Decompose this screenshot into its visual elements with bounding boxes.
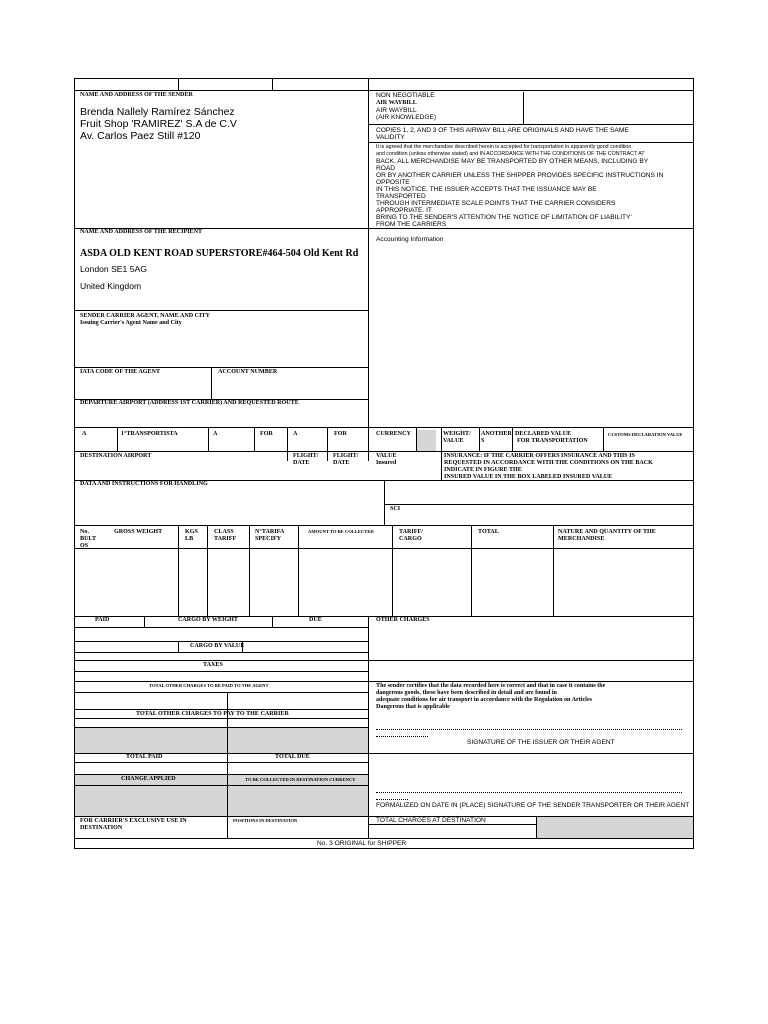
recipient-country: United Kingdom [80, 281, 142, 291]
total-charges-shade [536, 817, 693, 839]
rule [74, 785, 369, 786]
carrier-agent-header: SENDER CARRIER AGENT, NAME AND CITY [80, 313, 210, 319]
copies-notice-1: COPIES 1, 2, AND 3 OF THIS AIRWAY BILL ARE ORIGINALS AND HAVE THE SAME [376, 127, 629, 134]
cargo-by-value-label: CARGO BY VALUE [190, 643, 245, 649]
pieces-header-2: BULT [80, 536, 97, 542]
issuer-signature-label: SIGNATURE OF THE ISSUER OR THEIR AGENT [467, 739, 615, 746]
weight-value-label-2: VALUE [443, 438, 464, 444]
certify-line-4: Dangerous that is applicable [376, 704, 450, 710]
rule [368, 78, 369, 461]
total-paid-label: TOTAL PAID [126, 754, 163, 760]
taxes-label: TAXES [203, 662, 223, 668]
agreement-line: BRING TO THE SENDER'S ATTENTION THE 'NOTICE OF LIMITATION OF LIABILITY' [376, 214, 632, 221]
rule [254, 427, 255, 451]
other-charges-label: OTHER CHARGES [376, 617, 430, 623]
rule [74, 848, 694, 849]
rule [249, 525, 250, 616]
sender-company: Fruit Shop 'RAMIREZ' S.A de C.V [80, 118, 237, 130]
rule [368, 660, 694, 661]
rule [74, 774, 369, 775]
rule [368, 616, 369, 838]
destination-airport-label: DESTINATION AIRPORT [80, 453, 152, 459]
air-knowledge-line: (AIR KNOWLEDGE) [376, 114, 437, 121]
non-negotiable: NON NEGOTIABLE [376, 92, 435, 99]
rule [74, 671, 369, 672]
agreement-line: OPPOSITE [376, 179, 410, 186]
sci-label: SCI [390, 506, 401, 512]
copies-notice-2: VALIDITY [376, 134, 405, 141]
pieces-header: No. [80, 529, 89, 535]
n-tariff-header: N°TARIFA [255, 529, 285, 535]
rule [523, 92, 524, 124]
currency-label: CURRENCY [376, 431, 411, 437]
agreement-line: and condition (unless otherwise stated) and IN ACCORDANCE WITH THE CONDITIONS OF THE CONTRACT AT [376, 151, 645, 157]
declared-value-label: DECLARED VALUE [515, 431, 572, 437]
rule [74, 548, 694, 549]
rule [368, 124, 694, 125]
rule [74, 692, 369, 693]
total-other-carrier-label: TOTAL OTHER CHARGES TO PAY TO THE CARRIER [136, 711, 289, 717]
change-applied-label: CHANGE APPLIED [121, 776, 176, 782]
sender-header: NAME AND ADDRESS OF THE SENDER [80, 92, 193, 98]
customs-value-label: CUSTOMS DECLARATION VALUE [608, 432, 683, 437]
class-tariff-header-2: TARIFF [214, 536, 237, 542]
tariff-cargo-header: TARIFF/ [399, 529, 423, 535]
sender-signature-line-short [376, 799, 408, 800]
rule [368, 142, 694, 143]
agreement-line: TRANSPORTED [376, 193, 426, 200]
rule [178, 525, 179, 616]
flight-date-1: FLIGHT/ [293, 453, 319, 459]
recipient-name: ASDA OLD KENT ROAD SUPERSTORE#464-504 Old Kent Rd [80, 248, 359, 259]
paid-label: PAID [95, 617, 110, 623]
route-a1: A [82, 431, 87, 437]
rule [208, 427, 209, 451]
certify-line-3: adequate conditions for air transport in accordance with the Regulation on Articles [376, 697, 592, 703]
recipient-header: NAME AND ADDRESS OF THE RECIPIENT [80, 229, 203, 235]
rule [74, 762, 369, 763]
n-tariff-header-2: SPECIFY [255, 536, 282, 542]
rule [74, 753, 694, 754]
carrier-agent-subheader: Issuing Carrier's Agent Name and City [80, 320, 182, 326]
value-insured: VALUE [376, 453, 397, 459]
rule [74, 709, 369, 710]
rule [384, 504, 694, 505]
flight-date-2b: DATE [333, 460, 350, 466]
route-a2: A [213, 431, 218, 437]
sender-address: Av. Carlos Paez Still #120 [80, 130, 201, 142]
rule [74, 660, 369, 661]
insurance-text-3: INDICATE IN FIGURE THE [444, 467, 522, 473]
rule [74, 90, 694, 91]
rule [298, 525, 299, 616]
value-insured-2: Insured [376, 460, 397, 466]
rule [441, 427, 442, 480]
weight-value-label: WEIGHT/ [443, 431, 471, 437]
rule [178, 78, 179, 90]
insurance-text-4: INSURED VALUE IN THE BOX LABELED INSURED VALUE [444, 474, 613, 480]
agreement-line: IN THIS NOTICE. THE ISSUER ACCEPTS THAT THE ISSUANCE MAY BE [376, 186, 597, 193]
rule [74, 78, 75, 849]
iata-code-label: IATA CODE OF THE AGENT [80, 369, 161, 375]
route-a3: A [293, 431, 298, 437]
sender-signature-line[interactable] [376, 792, 682, 793]
anothers-label: ANOTHER [481, 431, 512, 437]
rule [211, 367, 212, 399]
agreement-line: THROUGH INTERMEDIATE SCALE POINTS THAT THE CARRIER CONSIDERS [376, 200, 616, 207]
class-tariff-header: CLASS [214, 529, 234, 535]
due-label: DUE [309, 617, 322, 623]
kgs-lb-header: KGS [185, 529, 198, 535]
account-number-label: ACCOUNT NUMBER [218, 369, 278, 375]
declared-value-label-2: FOR TRANSPORTATION [517, 438, 588, 444]
rule [272, 616, 273, 627]
agreement-line: ROAD [376, 165, 396, 172]
rule [392, 525, 393, 616]
rule [74, 310, 369, 311]
total-header: TOTAL [478, 529, 499, 535]
issuer-signature-line-short [376, 736, 428, 737]
route-first-carrier: 1°TRANSPORTISTA [121, 431, 178, 437]
rule [384, 480, 385, 525]
rule [74, 838, 694, 839]
rule [178, 641, 179, 652]
issuer-signature-line[interactable] [376, 729, 682, 730]
rule [74, 451, 694, 452]
rule [272, 78, 273, 90]
weight-value-shade [417, 430, 436, 451]
route-for2: FOR [334, 431, 347, 437]
rule [74, 727, 369, 728]
rule [74, 427, 694, 428]
cargo-by-weight-label: CARGO BY WEIGHT [178, 617, 238, 623]
insurance-text-1: INSURANCE: IF THE CARRIER OFFERS INSURANCE AND THIS IS [444, 453, 635, 459]
total-other-agent-label: TOTAL OTHER CHARGES TO BE PAID TO THE AGENT [149, 683, 269, 688]
formalized-label: FORMALIZED ON DATE IN (PLACE) SIGNATURE OF THE SENDER TRANSPORTER OR THEIR AGENT [376, 802, 690, 809]
rule [74, 78, 694, 79]
anothers-label-2: S [481, 438, 485, 444]
air-waybill-title: AIR WAYBILL [376, 100, 417, 106]
pieces-header-3: OS [80, 543, 89, 549]
rule [603, 427, 604, 451]
rule [512, 427, 513, 451]
footer-copy-note: No. 3 ORIGINAL for SHIPPER [317, 840, 407, 847]
certify-line-2: dangerous goods, these have been described in detail and are found in [376, 690, 557, 696]
insurance-text-2: REQUESTED IN ACCORDANCE WITH THE CONDITIONS ON THE BACK [444, 460, 653, 466]
agreement-line: APPROPRIATE. IT [376, 207, 432, 214]
agreement-line: OR BY ANOTHER CARRIER UNLESS THE SHIPPER PROVIDES SPECIFIC INSTRUCTIONS IN [376, 172, 664, 179]
rule [74, 627, 369, 628]
collect-destination-label: TO BE COLLECTED IN DESTINATION CURRENCY [245, 777, 356, 782]
certify-line-1: The sender certifies that the data recorded here is correct and that in case it contains the [376, 683, 606, 689]
tariff-cargo-header-2: CARGO [399, 536, 422, 542]
amount-collected-header: AMOUNT TO BE COLLECTED [308, 529, 374, 534]
kgs-lb-header-2: LB [185, 536, 194, 542]
rule [117, 427, 118, 451]
agreement-line: It is agreed that the merchandise described herein is accepted for transportation in apparently good condition [376, 144, 632, 150]
positions-destination-label: POSITIONS IN DESTINATION [233, 818, 298, 823]
total-due-label: TOTAL DUE [275, 754, 310, 760]
rule [74, 681, 694, 682]
agreement-line: FROM THE CARRIERS [376, 221, 447, 228]
air-waybill-line: AIR WAYBILL [376, 107, 417, 114]
rule [74, 718, 369, 719]
rule [74, 641, 369, 642]
total-charges-destination-label: TOTAL CHARGES AT DESTINATION [376, 817, 486, 824]
sender-name: Brenda Nallely Ramírez Sánchez [80, 106, 235, 118]
flight-date-2: FLIGHT/ [333, 453, 359, 459]
flight-date-1b: DATE [293, 460, 310, 466]
agreement-line: BACK. ALL MERCHANDISE MAY BE TRANSPORTED BY OTHER MEANS, INCLUDING BY [376, 158, 649, 165]
rule [74, 652, 369, 653]
rule [479, 427, 480, 451]
recipient-city: London SE1 5AG [80, 264, 147, 274]
rule [207, 525, 208, 616]
rule [74, 367, 369, 368]
rule [553, 525, 554, 616]
nature-quantity-header: NATURE AND QUANTITY OF THE [558, 529, 656, 535]
nature-quantity-header-2: MERCHANDISE [558, 536, 605, 542]
rule [693, 78, 694, 849]
carrier-use-label-2: DESTINATION [80, 825, 123, 831]
accounting-information: Accounting Information [376, 236, 444, 243]
rule [416, 427, 417, 451]
rule [471, 525, 472, 616]
rule [287, 427, 288, 461]
departure-airport-label: DEPARTURE AIRPORT (ADDRESS 1ST CARRIER) AND REQUESTED ROUTE [80, 400, 299, 406]
rule [144, 616, 145, 627]
route-for1: FOR [260, 431, 273, 437]
handling-info-label: DATA AND INSTRUCTIONS FOR HANDLING [80, 481, 208, 487]
carrier-use-label: FOR CARRIER'S EXCLUSIVE USE IN [80, 818, 187, 824]
rule [327, 427, 328, 461]
rule [536, 816, 537, 838]
taxes-shade [74, 727, 368, 753]
rule [74, 525, 694, 526]
gross-weight-header: GROSS WEIGHT [114, 529, 163, 535]
